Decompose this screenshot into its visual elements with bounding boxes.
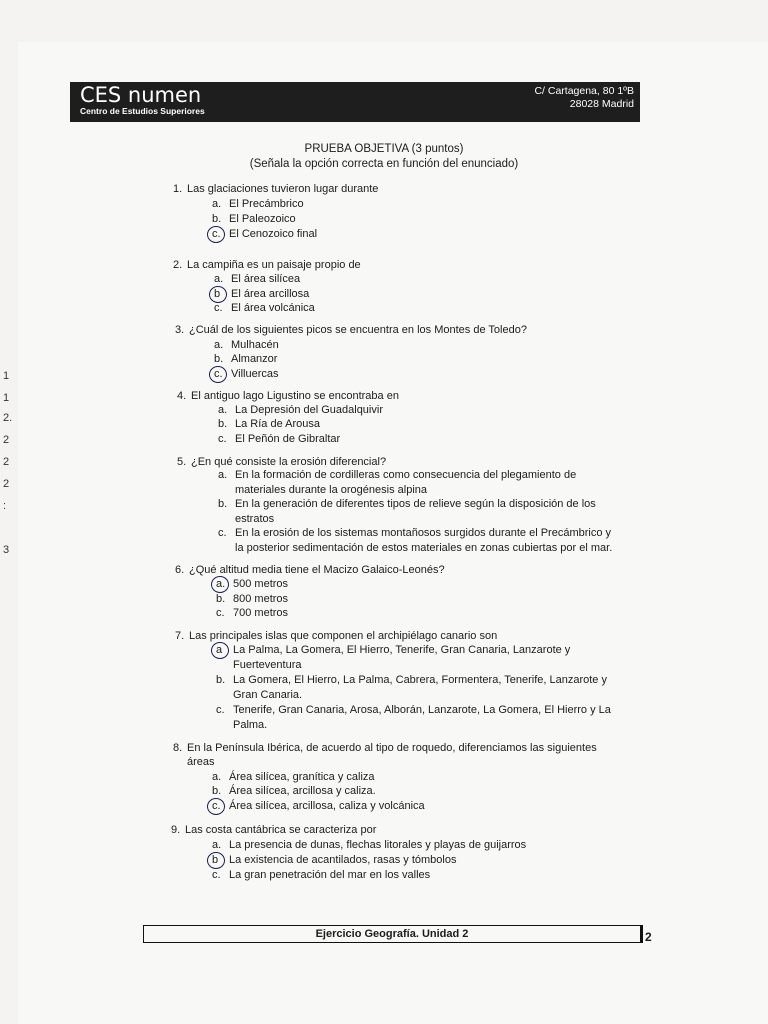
option-text-cont: la posterior sedimentación de estos materiales en zonas cubiertas por el mar.	[235, 541, 613, 554]
answer-option	[218, 468, 576, 497]
option-text: Villuercas	[231, 368, 279, 380]
margin-mark: 2	[3, 478, 10, 490]
option-letter: c.	[212, 869, 221, 881]
answer-option	[212, 784, 376, 799]
option-text: El área volcánica	[231, 302, 315, 314]
question-number: 1.	[173, 183, 183, 195]
question-number: 6.	[175, 564, 185, 576]
option-text: La Gomera, El Hierro, La Palma, Cabrera, Formentera, Tenerife, Lanzarote y	[233, 674, 607, 686]
question-text	[173, 258, 361, 272]
option-text-cont: materiales durante la orogénesis alpina	[235, 483, 428, 496]
page-subtitle: (Señala la opción correcta en función del enunciado)	[249, 158, 519, 170]
option-text: Área silícea, arcillosa y caliza.	[229, 785, 376, 797]
option-text-cont: Gran Canaria.	[233, 688, 303, 701]
option-letter: b.	[212, 785, 222, 797]
option-text: La existencia de acantilados, rasas y tómbolos	[229, 854, 457, 866]
margin-mark: 1	[3, 392, 10, 404]
margin-mark: :	[3, 500, 7, 512]
option-text-cont: Palma.	[233, 718, 268, 731]
option-text: El Peñón de Gibraltar	[235, 433, 341, 445]
option-letter: a.	[218, 469, 228, 481]
question-text	[173, 741, 597, 769]
answer-option	[216, 592, 288, 607]
option-letter: c.	[218, 527, 227, 539]
answer-option	[218, 403, 383, 418]
option-letter: b.	[218, 418, 228, 430]
option-text: Mulhacén	[231, 339, 279, 351]
question-statement: Las glaciaciones tuvieron lugar durante	[187, 183, 379, 195]
question-statement: Las costa cantábrica se caracteriza por	[185, 824, 377, 836]
question-statement: El antiguo lago Ligustino se encontraba en	[191, 390, 399, 402]
option-text-cont: Fuerteventura	[233, 658, 302, 671]
option-text: Tenerife, Gran Canaria, Arosa, Alborán, Lanzarote, La Gomera, El Hierro y La	[233, 704, 611, 716]
margin-mark: 2	[3, 434, 10, 446]
answer-option	[212, 799, 425, 814]
question-statement: ¿Qué altitud media tiene el Macizo Galaico-Leonés?	[189, 564, 445, 576]
question-number: 5.	[177, 456, 187, 468]
question-text	[177, 389, 399, 403]
option-letter: b.	[218, 498, 228, 510]
option-text: La presencia de dunas, flechas litorales y playas de guijarros	[229, 839, 527, 851]
option-letter: a.	[214, 339, 224, 351]
option-text: El Paleozoico	[229, 213, 296, 225]
answer-option	[216, 703, 611, 732]
answer-option	[214, 272, 300, 287]
option-text: En la generación de diferentes tipos de relieve según la disposición de los	[235, 498, 596, 510]
option-letter: a.	[212, 198, 222, 210]
option-letter: b	[214, 287, 231, 302]
option-text: 800 metros	[233, 593, 289, 605]
option-letter: b.	[216, 593, 226, 605]
option-letter: a.	[214, 273, 224, 285]
answer-option	[218, 432, 340, 447]
option-text: Área silícea, granítica y caliza	[229, 771, 375, 783]
question-statement: En la Península Ibérica, de acuerdo al tipo de roquedo, diferenciamos las siguientes	[187, 742, 597, 754]
address-line-1: C/ Cartagena, 80 1ºB	[534, 85, 634, 97]
question-number: 7.	[175, 630, 185, 642]
option-text: El Precámbrico	[229, 198, 304, 210]
question-number: 3.	[175, 324, 185, 336]
option-text: 700 metros	[233, 607, 289, 619]
option-letter: c.	[216, 607, 225, 619]
question-statement: Las principales islas que componen el archipiélago canario son	[189, 630, 498, 642]
answer-option	[212, 227, 317, 242]
option-letter: c.	[216, 704, 225, 716]
option-letter: a	[216, 643, 233, 658]
question-number: 9.	[171, 824, 181, 836]
question-text	[171, 823, 376, 837]
page-number: 2	[645, 930, 652, 944]
brand-subtitle: Centro de Estudios Superiores	[80, 106, 205, 116]
option-letter: b.	[214, 353, 224, 365]
option-letter: a.	[212, 839, 222, 851]
option-letter: c.	[218, 433, 227, 445]
answer-option	[216, 606, 288, 621]
address-line-2: 28028 Madrid	[569, 98, 634, 110]
option-letter: a.	[216, 577, 233, 592]
option-letter: c.	[212, 227, 229, 242]
question-statement-cont: áreas	[187, 756, 215, 768]
option-letter: c.	[212, 799, 229, 814]
answer-option	[212, 212, 296, 227]
brand-logo	[80, 83, 205, 116]
option-text: La Ría de Arousa	[235, 418, 321, 430]
answer-option	[212, 838, 526, 853]
option-letter: c.	[214, 367, 231, 382]
answer-option	[214, 301, 315, 316]
option-text: En la formación de cordilleras como consecuencia del plegamiento de	[235, 469, 577, 481]
address	[534, 85, 634, 111]
question-text	[175, 323, 527, 337]
option-letter: a.	[218, 404, 228, 416]
page-title: PRUEBA OBJETIVA (3 puntos)	[304, 143, 464, 155]
answer-option	[212, 197, 304, 212]
footer-label: Ejercicio Geografía. Unidad 2	[143, 925, 643, 943]
question-text	[175, 563, 445, 577]
question-statement: ¿Cuál de los siguientes picos se encuentra en los Montes de Toledo?	[189, 324, 527, 336]
option-letter: c.	[214, 302, 223, 314]
option-text: La gran penetración del mar en los valles	[229, 869, 431, 881]
option-letter: b.	[212, 213, 222, 225]
answer-option	[214, 338, 279, 353]
option-text: Área silícea, arcillosa, caliza y volcánica	[229, 800, 425, 812]
answer-option	[212, 868, 430, 883]
option-letter: a.	[212, 771, 222, 783]
answer-option	[218, 526, 612, 555]
question-statement: ¿En qué consiste la erosión diferencial?	[191, 456, 387, 468]
answer-option	[214, 287, 309, 302]
question-text	[175, 629, 497, 643]
brand-name: CES numen	[80, 83, 202, 107]
option-letter: b.	[216, 674, 226, 686]
margin-mark: 3	[3, 544, 10, 556]
question-text	[177, 455, 386, 469]
margin-mark: 2	[3, 456, 10, 468]
answer-option	[214, 367, 279, 382]
answer-option	[212, 770, 375, 785]
answer-option	[212, 853, 456, 868]
answer-option	[216, 577, 288, 592]
question-text	[173, 182, 378, 196]
question-statement: La campiña es un paisaje propio de	[187, 259, 361, 271]
option-text: El Cenozoico final	[229, 228, 318, 240]
question-number: 8.	[173, 742, 183, 754]
answer-option	[216, 673, 607, 702]
question-number: 2.	[173, 259, 183, 271]
margin-mark: 2.	[3, 412, 13, 424]
option-text: El área silícea	[231, 273, 301, 285]
question-number: 4.	[177, 390, 187, 402]
answer-option	[218, 417, 320, 432]
option-text: 500 metros	[233, 578, 289, 590]
option-text: Almanzor	[231, 353, 278, 365]
margin-mark: 1	[3, 370, 10, 382]
option-letter: b	[212, 853, 229, 868]
option-text: En la erosión de los sistemas montañosos surgidos durante el Precámbrico y	[235, 527, 612, 539]
option-text: La Depresión del Guadalquivir	[235, 404, 383, 416]
option-text: El área arcillosa	[231, 288, 310, 300]
answer-option	[218, 497, 596, 526]
answer-option	[214, 352, 277, 367]
option-text-cont: estratos	[235, 512, 275, 525]
answer-option	[216, 643, 570, 672]
option-text: La Palma, La Gomera, El Hierro, Tenerife, Gran Canaria, Lanzarote y	[233, 644, 571, 656]
